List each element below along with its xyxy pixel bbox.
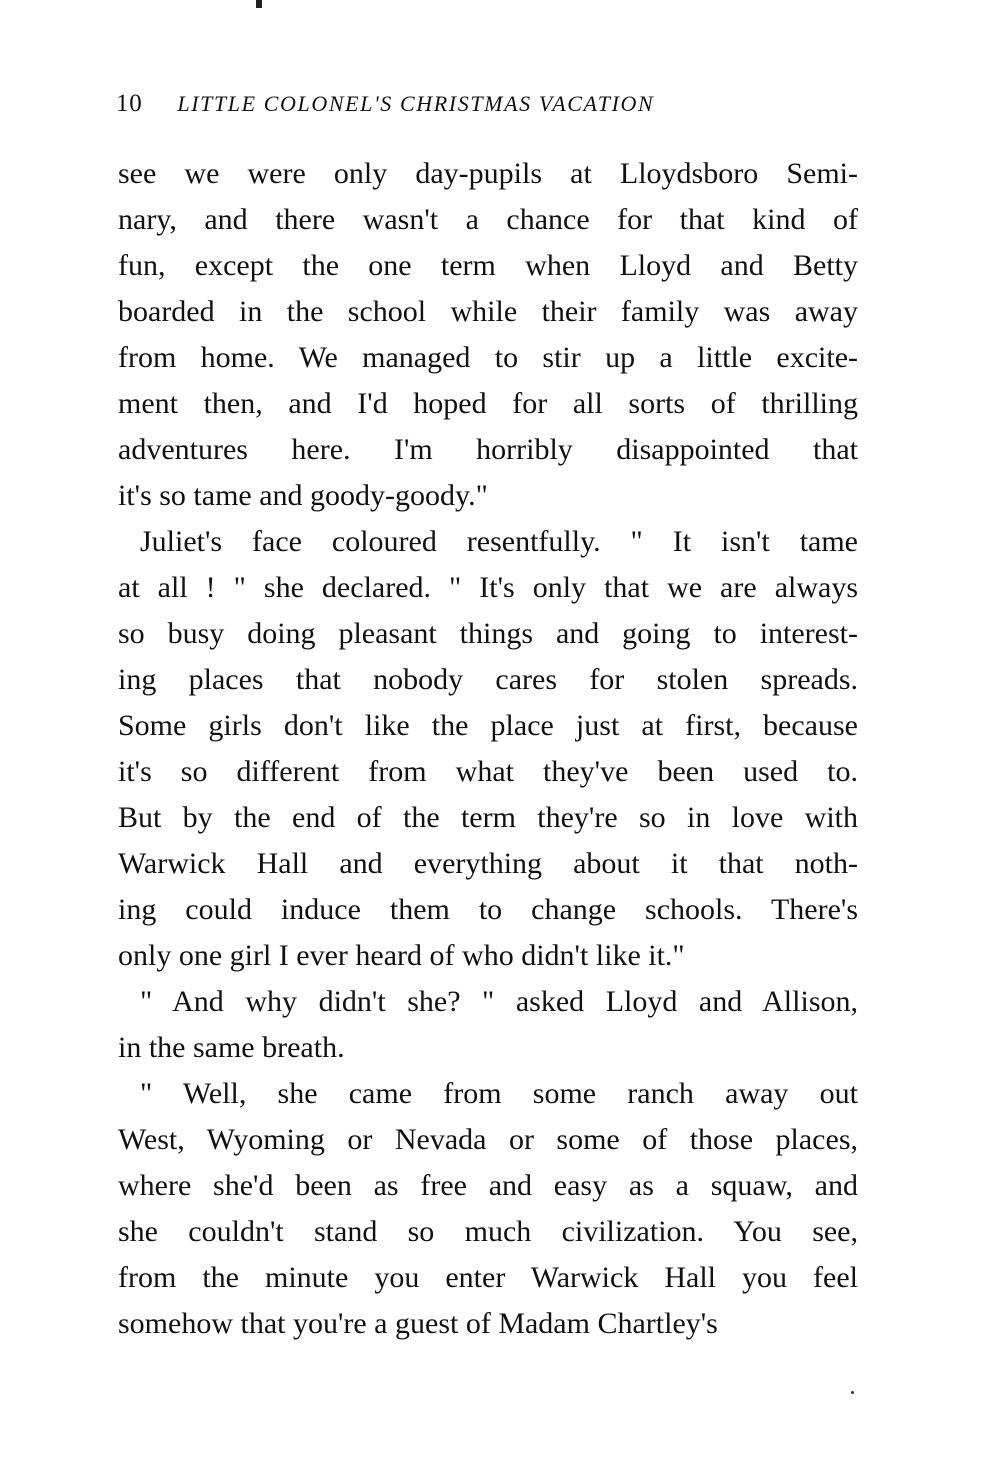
running-title: LITTLE COLONEL'S CHRISTMAS VACATION [177,91,655,116]
text-line: where she'd been as free and easy as a squaw, and [118,1169,858,1202]
print-dot [851,1391,854,1394]
paragraph-first-line: Juliet's face coloured resentfully. " It isn't tame [140,525,858,558]
text-line: from the minute you enter Warwick Hall you feel [118,1261,858,1294]
text-line: she couldn't stand so much civilization. You see, [118,1215,858,1248]
text-line: at all ! " she declared. " It's only that we are always [118,571,858,604]
paragraph-first-line: " Well, she came from some ranch away out [140,1077,858,1110]
text-line: boarded in the school while their family was away [118,295,858,328]
text-line: But by the end of the term they're so in love with [118,801,858,834]
text-line: ing places that nobody cares for stolen spreads. [118,663,858,696]
print-mark [256,0,262,8]
page-header [116,86,856,122]
text-line: somehow that you're a guest of Madam Chartley's [118,1307,718,1340]
text-line: ment then, and I'd hoped for all sorts of thrilling [118,387,858,420]
text-line: it's so tame and goody-goody." [118,479,488,512]
text-line: adventures here. I'm horribly disappointed that [118,433,858,466]
text-line: in the same breath. [118,1031,345,1064]
text-line: ing could induce them to change schools. There's [118,893,858,926]
text-line: from home. We managed to stir up a little excite- [118,341,858,374]
text-line: it's so different from what they've been used to. [118,755,858,788]
text-line: West, Wyoming or Nevada or some of those places, [118,1123,858,1156]
paragraph-first-line: " And why didn't she? " asked Lloyd and Allison, [140,985,858,1018]
text-line: Warwick Hall and everything about it that noth- [118,847,858,880]
text-line: fun, except the one term when Lloyd and Betty [118,249,858,282]
text-line: only one girl I ever heard of who didn't like it." [118,939,685,972]
text-line: see we were only day-pupils at Lloydsboro Semi- [118,157,858,190]
body-text [118,151,858,1347]
text-line: so busy doing pleasant things and going to interest- [118,617,858,650]
text-line: nary, and there wasn't a chance for that kind of [118,203,858,236]
text-line: Some girls don't like the place just at first, because [118,709,858,742]
page-number: 10 [116,90,143,117]
